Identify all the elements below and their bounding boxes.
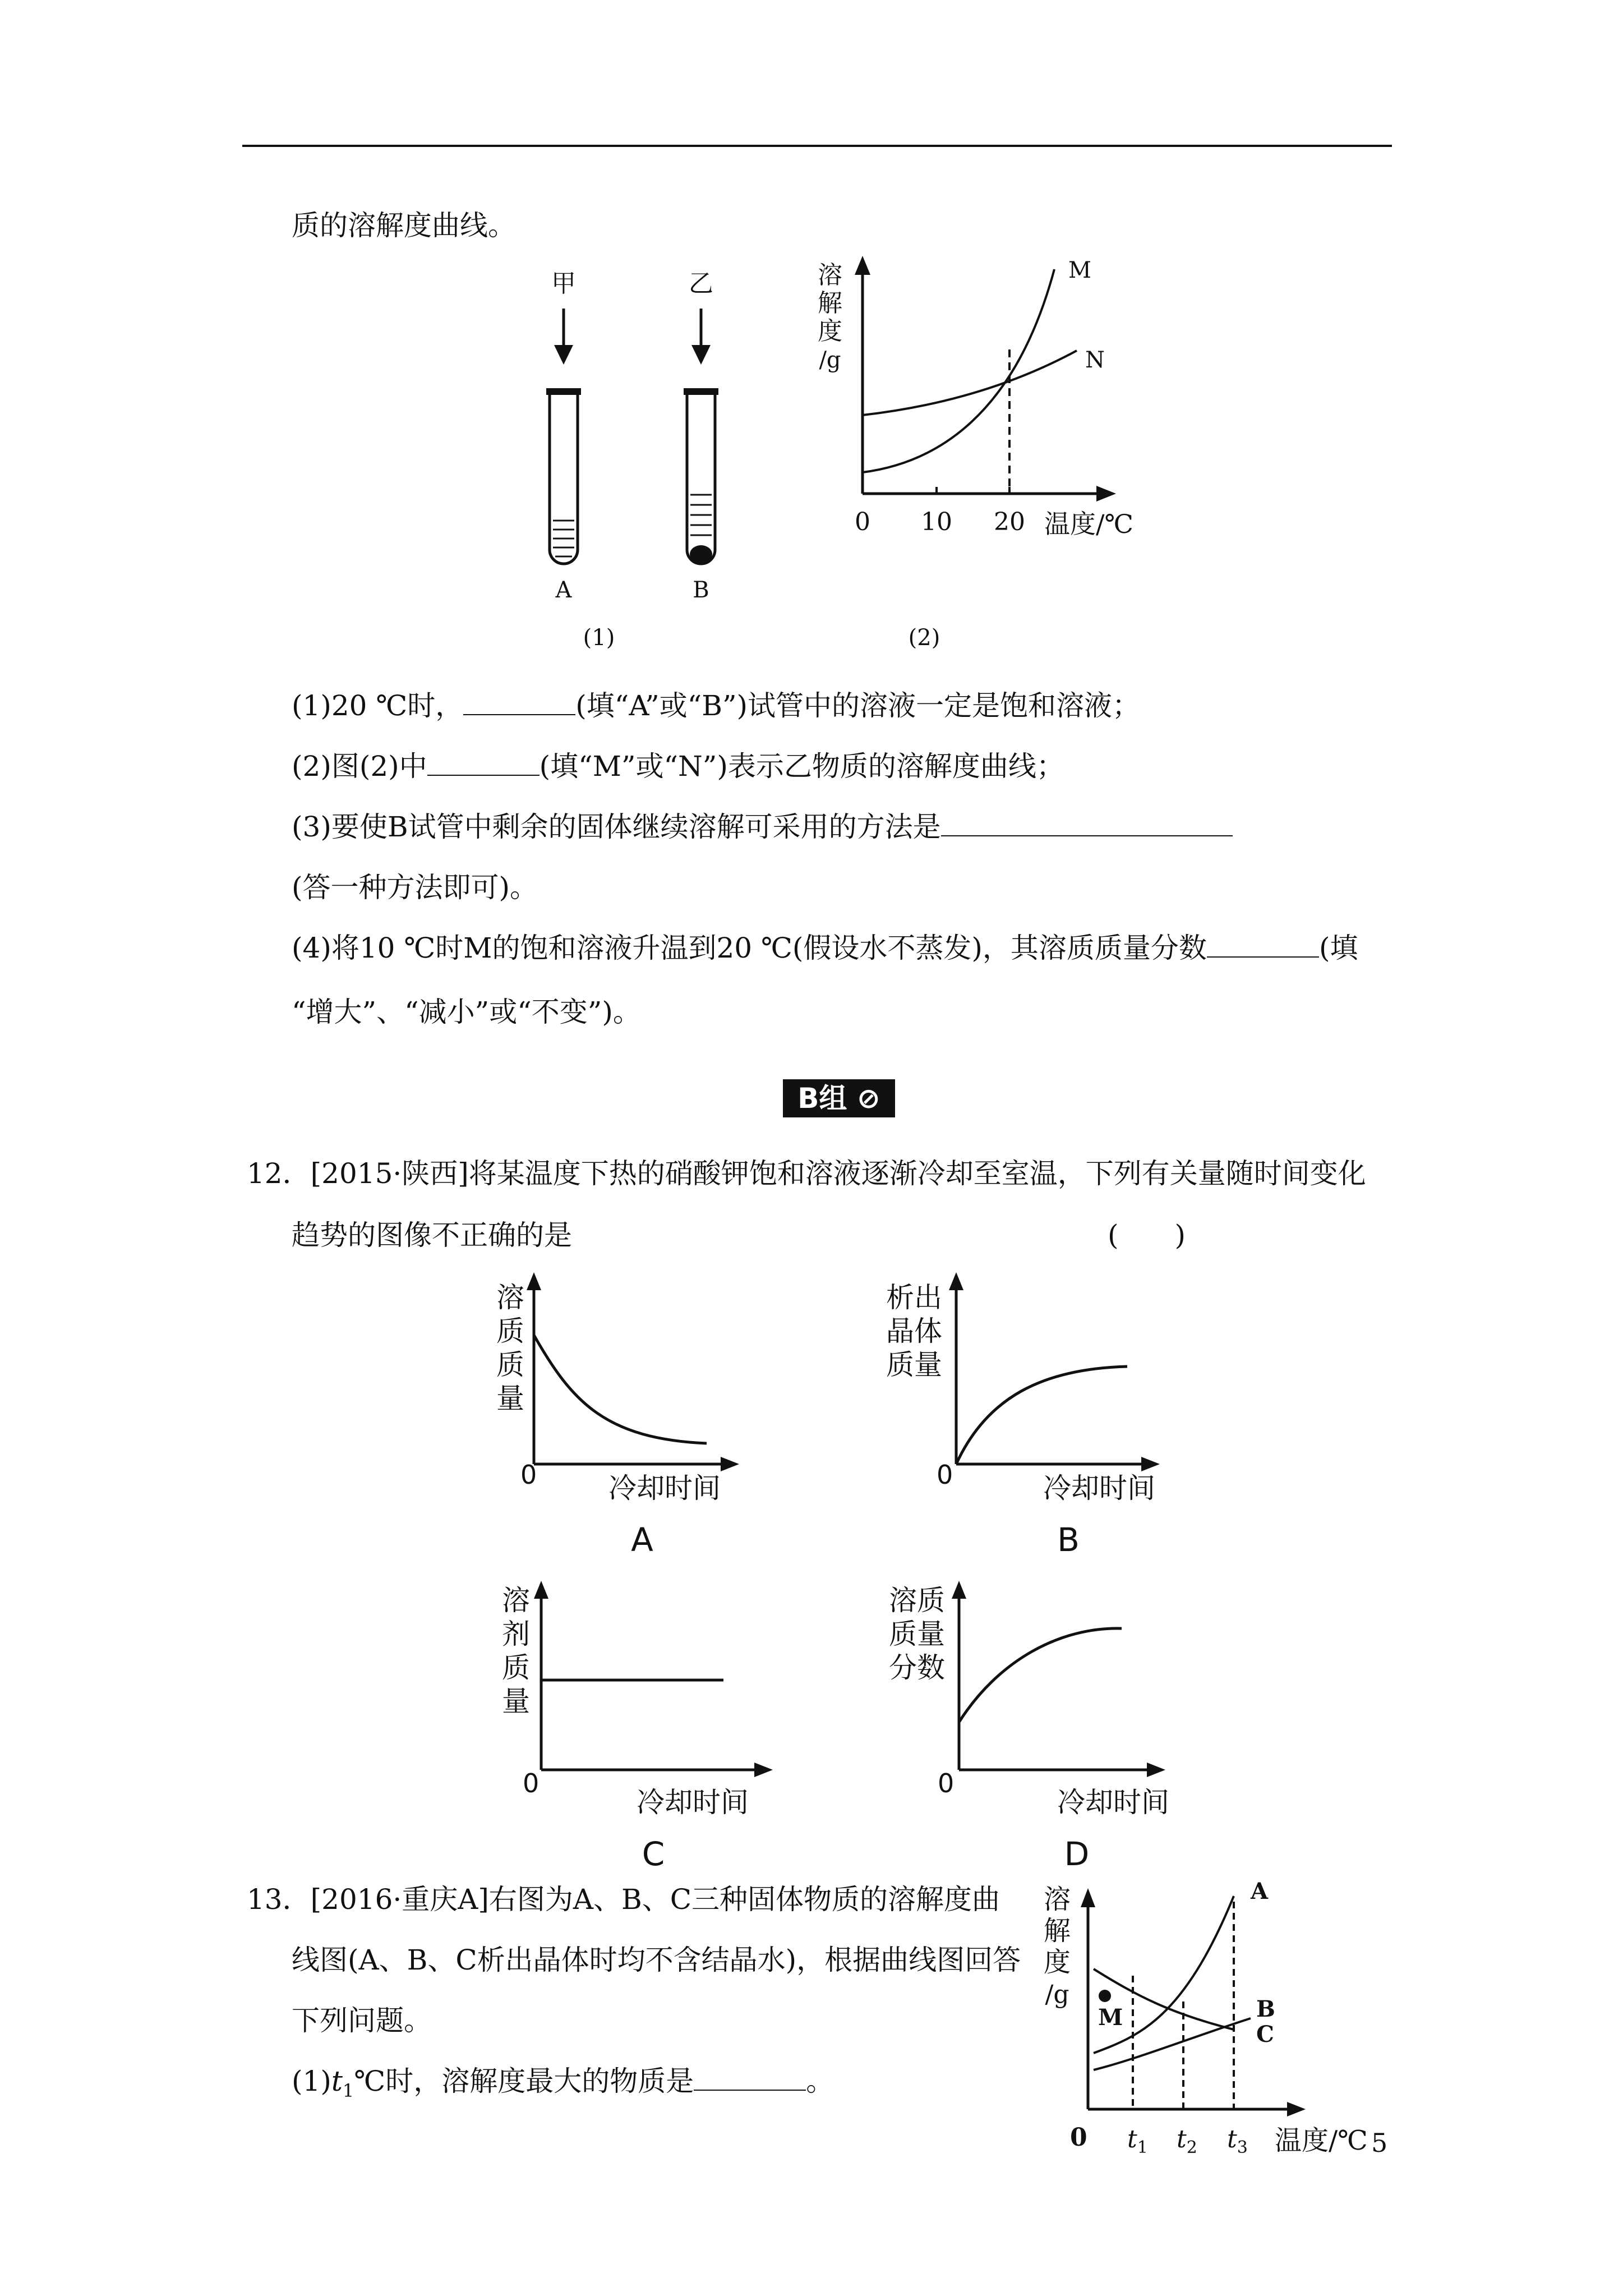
svg-text:质: 质 (496, 1315, 524, 1347)
y-axis-arrow-icon (949, 1272, 963, 1290)
q12-answer-paren[interactable]: ( ) (1108, 1219, 1186, 1251)
y-axis-label-4: /g (819, 347, 841, 373)
chart-a (482, 1257, 796, 1571)
chart-b (875, 1257, 1189, 1571)
q13-stem-line-1: 13．[2016·重庆A]右图为A、B、C三种固体物质的溶解度曲 (247, 1883, 1000, 1916)
q12-stem-line-2: 趋势的图像不正确的是 (292, 1219, 572, 1251)
y-axis-arrow-icon (855, 256, 870, 275)
y-axis-label-3: 度 (1043, 1947, 1071, 1978)
y-axis-label-1: 溶 (1043, 1884, 1071, 1915)
point-m-label: M (1098, 2004, 1123, 2031)
svg-text:0: 0 (937, 1460, 953, 1490)
x-tick-t3: $t_3$ (1227, 2125, 1248, 2157)
x-axis-arrow-icon (1147, 1763, 1165, 1777)
y-axis-label-4: /g (1045, 1980, 1069, 2009)
q13-stem-line-2: 线图(A、B、C析出晶体时均不含结晶水)，根据曲线图回答 (292, 1944, 1021, 1976)
q13-stem-line-3: 下列问题。 (292, 2004, 432, 2037)
svg-text:剂: 剂 (502, 1618, 530, 1650)
answer-blank[interactable] (463, 689, 575, 715)
y-axis-label-2: 解 (1043, 1915, 1071, 1947)
tube-a-label: A (555, 577, 572, 603)
solubility-chart-mn (796, 247, 1178, 662)
curve-c-label: C (1256, 2021, 1274, 2047)
arrow-down-icon (554, 309, 573, 365)
x-axis-arrow-icon (1141, 1457, 1160, 1471)
x-axis-arrow-icon (754, 1763, 773, 1777)
svg-text:冷却时间: 冷却时间 (1043, 1472, 1155, 1504)
svg-text:分数: 分数 (889, 1651, 945, 1684)
x-tick-t2: $t_2$ (1177, 2125, 1197, 2157)
q11-item-4-cont: “增大”、“减小”或“不变”)。 (292, 996, 641, 1028)
test-tube-b (684, 388, 718, 564)
tube-b-top-label: 乙 (689, 269, 713, 298)
y-axis-arrow-icon (534, 1581, 548, 1599)
chart-d (875, 1571, 1189, 1885)
figure-2-caption: (2) (908, 625, 940, 651)
curve-n (863, 351, 1077, 415)
intro-text: 质的溶解度曲线。 (292, 209, 516, 242)
svg-text:冷却时间: 冷却时间 (608, 1472, 721, 1504)
q12-stem-line-1: 12．[2015·陕西]将某温度下热的硝酸钾饱和溶液逐渐冷却至室温，下列有关量随时间变化 (247, 1157, 1366, 1190)
answer-blank[interactable] (1207, 932, 1319, 958)
svg-text:C: C (642, 1835, 665, 1873)
y-axis-arrow-icon (1081, 1888, 1095, 1907)
tube-b-label: B (693, 577, 709, 603)
q11-item-3-note: (答一种方法即可)。 (292, 871, 538, 904)
origin-label: 0 (1070, 2123, 1087, 2152)
y-axis-arrow-icon (952, 1581, 966, 1599)
q13-item-1: $(1)t_1℃$时，溶解度最大的物质是 。 (292, 2065, 834, 2101)
tube-a-top-label: 甲 (551, 269, 576, 298)
curve-b-label: B (1256, 1996, 1275, 2022)
svg-text:D: D (1064, 1835, 1090, 1873)
x-axis-label: 温度/℃ (1275, 2125, 1368, 2156)
svg-text:质量: 质量 (889, 1618, 945, 1650)
chart-c (482, 1571, 796, 1885)
x-axis-label: 温度/℃ (1044, 509, 1133, 539)
y-axis-label-2: 解 (818, 289, 842, 318)
arrow-down-icon (691, 309, 711, 365)
test-tube-a (546, 388, 581, 564)
page-number: 5 (1371, 2128, 1388, 2158)
point-m (1099, 1990, 1111, 2002)
curve-m (863, 269, 1054, 472)
y-axis-label-3: 度 (818, 317, 842, 346)
answer-blank[interactable] (427, 750, 540, 776)
figure-1-caption: (1) (583, 625, 615, 651)
section-badge-b: B组 ⊘ (783, 1079, 895, 1117)
curve-m-label: M (1068, 257, 1091, 283)
svg-text:量: 量 (496, 1382, 524, 1415)
header-rule (242, 145, 1392, 147)
x-axis-arrow-icon (721, 1457, 739, 1471)
x-tick-label-0: 0 (855, 508, 870, 536)
chart-a-curve (534, 1335, 707, 1443)
svg-text:质量: 质量 (886, 1349, 942, 1381)
svg-text:0: 0 (523, 1768, 540, 1798)
answer-blank[interactable] (694, 2065, 806, 2091)
svg-text:质: 质 (496, 1349, 524, 1381)
test-tube-figure (505, 258, 751, 662)
q11-item-3: (3)要使B试管中剩余的固体继续溶解可采用的方法是 (292, 810, 1233, 844)
x-axis-arrow-icon (1096, 486, 1116, 501)
answer-blank[interactable] (941, 811, 1233, 836)
svg-text:冷却时间: 冷却时间 (637, 1786, 749, 1819)
svg-text:0: 0 (520, 1460, 537, 1490)
q11-item-4: (4)将10 ℃时M的饱和溶液升温到20 ℃(假设水不蒸发)，其溶质质量分数 (填 (292, 932, 1358, 964)
svg-text:量: 量 (502, 1685, 530, 1718)
chart-d-curve (959, 1628, 1122, 1722)
svg-text:溶: 溶 (496, 1281, 524, 1314)
svg-text:冷却时间: 冷却时间 (1057, 1786, 1169, 1819)
x-tick-label-20: 20 (994, 508, 1025, 536)
svg-text:0: 0 (938, 1768, 955, 1798)
y-axis-arrow-icon (527, 1272, 541, 1290)
curve-n-label: N (1085, 347, 1105, 373)
svg-text:A: A (631, 1521, 653, 1559)
x-tick-label-10: 10 (921, 508, 952, 536)
svg-text:晶体: 晶体 (886, 1315, 942, 1347)
svg-text:B: B (1057, 1521, 1080, 1559)
svg-text:质: 质 (502, 1651, 530, 1684)
svg-text:析出: 析出 (886, 1281, 942, 1314)
q11-item-2: (2)图(2)中 (填“M”或“N”)表示乙物质的溶解度曲线； (292, 750, 1064, 783)
y-axis-label-1: 溶 (818, 261, 842, 289)
x-tick-t1: $t_1$ (1127, 2125, 1148, 2157)
curve-a-label: A (1251, 1878, 1269, 1904)
x-axis-arrow-icon (1287, 2102, 1306, 2116)
svg-text:溶: 溶 (502, 1584, 530, 1617)
chart-b-curve (956, 1366, 1127, 1464)
q11-item-1: (1)20 ℃时， (填“A”或“B”)试管中的溶液一定是饱和溶液； (292, 689, 1141, 722)
solubility-chart-abc (1026, 1874, 1391, 2266)
svg-text:溶质: 溶质 (889, 1584, 945, 1617)
